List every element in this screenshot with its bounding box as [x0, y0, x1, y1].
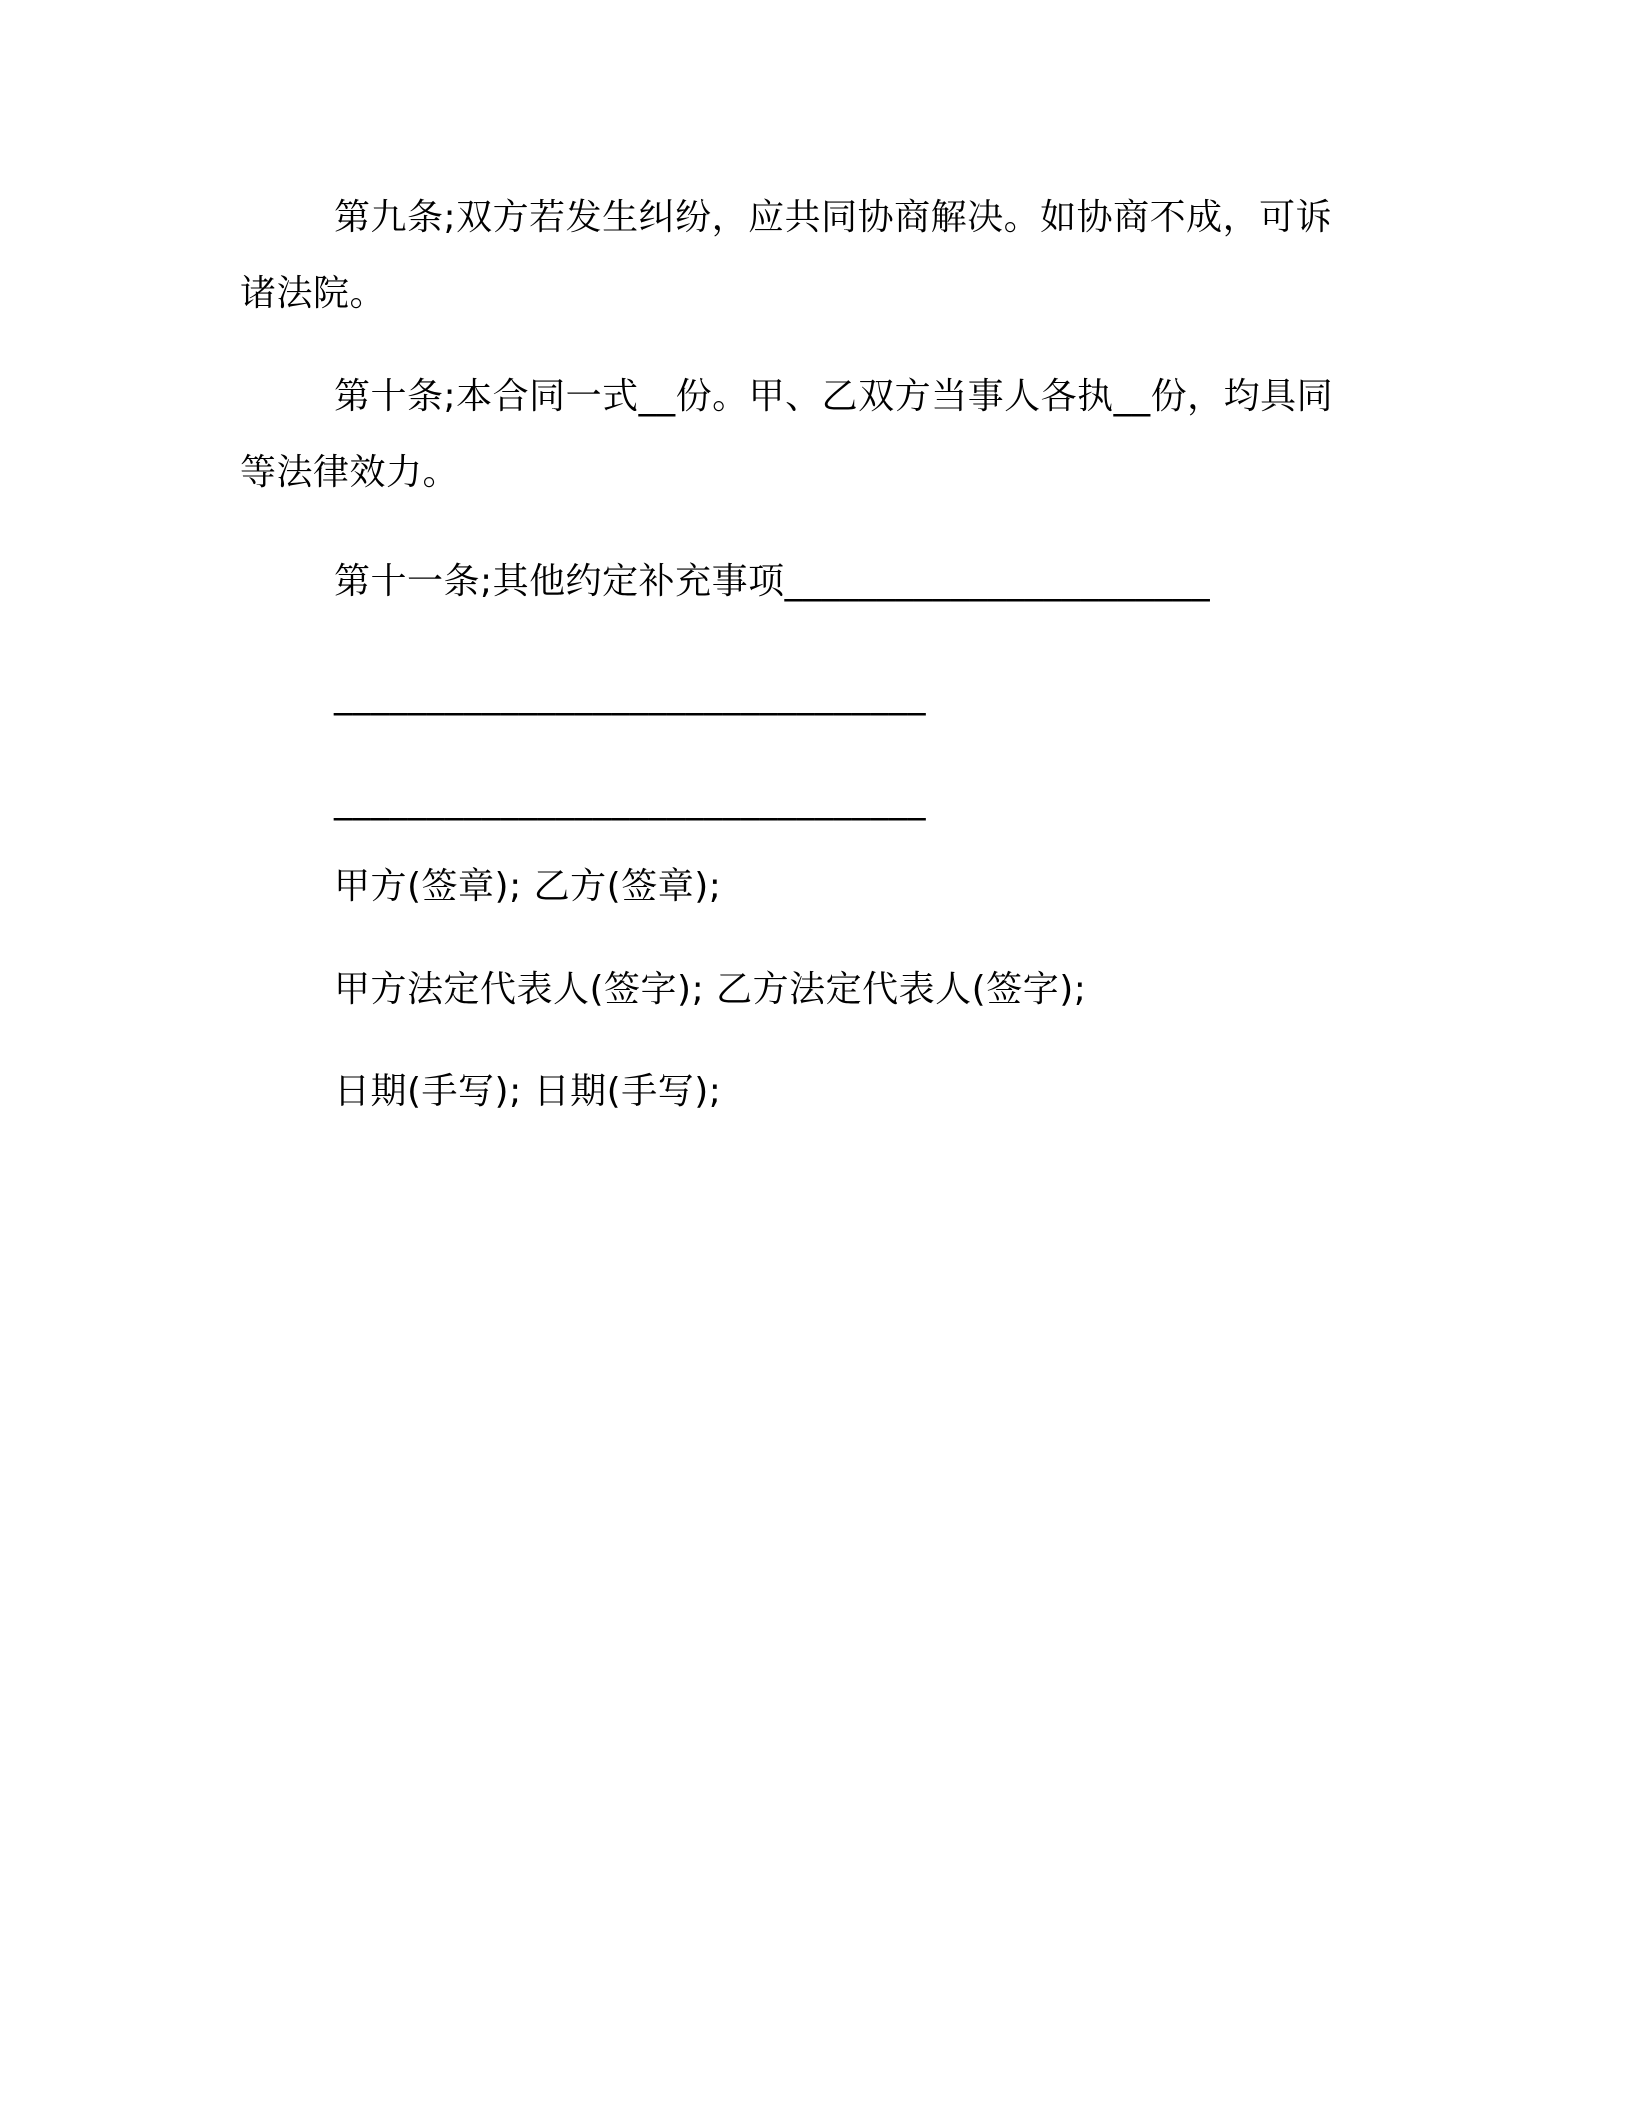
article-10-line-2: 等法律效力。	[240, 452, 460, 493]
signature-representative-line: 甲方法定代表人(签字); 乙方法定代表人(签字);	[334, 969, 1087, 1010]
article-9-line-2: 诸法院。	[240, 273, 387, 314]
signature-date-line: 日期(手写); 日期(手写);	[334, 1071, 722, 1112]
article-9-line-1: 第九条;双方若发生纠纷，应共同协商解决。如协商不成，可诉	[334, 197, 1333, 238]
supplement-blank-line-2: ________________________________	[334, 780, 926, 821]
signature-seal-line: 甲方(签章); 乙方(签章);	[334, 866, 722, 907]
article-10-line-1: 第十条;本合同一式__份。甲、乙双方当事人各执__份，均具同	[334, 376, 1334, 417]
supplement-blank-line-1: ________________________________	[334, 675, 926, 716]
article-11-line-1: 第十一条;其他约定补充事项_______________________	[334, 561, 1211, 602]
